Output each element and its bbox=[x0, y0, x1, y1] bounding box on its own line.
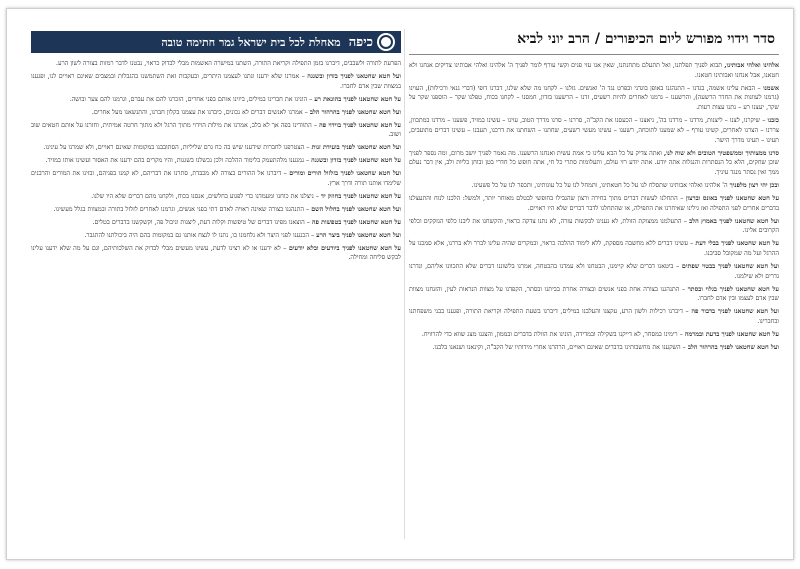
paragraph-heading: ובכן יהי רצון מלפניך bbox=[729, 182, 779, 189]
paragraph bbox=[409, 84, 779, 113]
paragraph-text: ואתה צדיק על כל הבא עלינו כי אמת עשית ואנחנו הרשענו. מה נאמר לפניך יושב מרום, ומה נספר לפניך שוכן שחקים, הלא כל הנסתרות והנגלות אתה יודע. אתה יודע רזי עולם, ותעלומות סתרי כל חי, אתה חופש כל חדרי בטן ובוחן כליות ולב, אין דבר נעלם ממך ואין נסתר מנגד עיניך. bbox=[409, 149, 779, 177]
right-paragraphs bbox=[409, 61, 779, 353]
document-page bbox=[6, 8, 794, 560]
paragraph-text: תבוא לפניך תפלתנו, ואל תתעלם מתחנתנו, שאין אנו עזי פנים וקשי עורף לומר לפניך ה' אלהינו ואלהי אבותינו צדיקים אנחנו ולא חטאנו, אבל אנחנו ואבותינו חטאנו. bbox=[409, 62, 779, 79]
paragraph-text: – ביטאנו דברים שלא קיימנו, הבטחנו ולא עמדנו בהבטחה, אמרנו בלשוננו דברים שלא התכוונו אליהם, ונדרנו נדרים ולא שילמנו. bbox=[409, 263, 779, 280]
paragraph-heading: על חטא שחטאנו לפניך ביודעים ובלא יודעים bbox=[288, 244, 401, 252]
paragraph-heading: על חטא שחטאנו לפניך בטפשות פה bbox=[311, 218, 401, 226]
paragraph bbox=[409, 149, 779, 178]
paragraph bbox=[31, 143, 401, 153]
paragraph bbox=[31, 218, 401, 228]
paragraph-text: – שיקרנו, לצנו – ליצנות, מרדנו – מרדנו בה', ניאצנו – הכעסנו את הקב"ה, סררנו – סרנו מדרך הטוב, עוינו – עשינו במזיד, פשענו – מרדנו במתכוון, צררנו – הצרנו לאחרים, קשינו עורף – לא שמענו לתוכחה, רשענו – עשינו מעשי רשעים, שחתנו – השחתנו את דרכנו, תעבנו – עשינו דברים מתועבים, תעינו – תעינו מדרך הישר. bbox=[409, 117, 779, 144]
paragraph bbox=[31, 72, 401, 92]
paragraph bbox=[409, 343, 779, 353]
paragraph-text: – התעלמנו ממצוקת הזולת, לא נענינו לבקשות עזרה, לא נתנו צדקה כראוי, והקשחנו את ליבנו כלפי הנזקקים וכלפי הקרובים אלינו. bbox=[409, 217, 779, 235]
paragraph-heading: על חטא שחטאנו לפניך בדעת ובמרמה bbox=[684, 331, 779, 339]
paragraph-heading: אלהינו ואלהי אבותינו, bbox=[724, 62, 779, 69]
paragraph-heading: על חטא שחטאנו לפניך בחוזק יד bbox=[320, 192, 401, 200]
paragraph-text: ה' אלהינו ואלהי אבותינו שתסלח לנו על כל חטאתינו, ותמחל לנו על כל עונותינו, ותכפר לנו על כל פשעינו. bbox=[471, 182, 728, 189]
paragraph-heading: ועל חטא שחטאנו לפניך בזלזול הורים ומורים bbox=[289, 170, 401, 178]
paragraph-text: – עשינו דברים ללא מחשבה מספקת, ללא לימוד ההלכה כראוי, ובמקרים שהיה עלינו לברר ולא בררנו, אלא סמכנו על ההרגל ועל מה שמקובל סביבנו. bbox=[409, 240, 779, 258]
paragraph bbox=[409, 181, 779, 191]
paragraph bbox=[409, 116, 779, 145]
paragraph bbox=[31, 121, 401, 141]
paragraph-text: – רימינו במסחר, לא דייקנו בשקילה ובמדידה, הונינו את הזולת בדברים ובממון, והצגנו מצג שווא כדי להרוויח. bbox=[421, 331, 683, 339]
paragraph bbox=[409, 239, 779, 259]
paragraph-text: – התוודינו בפה אך לא בלב, אמרנו את מילות הוידוי מתוך הרגל ולא מתוך חרטה אמיתית, וחזרנו על אותם חטאים שוב ושוב. bbox=[31, 121, 401, 139]
brand-name: כיפה bbox=[348, 35, 373, 50]
paragraph bbox=[31, 231, 401, 241]
paragraph bbox=[31, 156, 401, 166]
paragraph-text: – אמרנו שלא ידענו ונתנו לעצמנו היתרים, ובעקבות זאת השתמשנו בהגבלות ובמצבים שאינם ראויים לנו, ופגענו במצוות שבין אדם לחברו. bbox=[31, 72, 401, 90]
paragraph bbox=[31, 95, 401, 105]
paragraph bbox=[31, 244, 401, 264]
paragraph-text: הפרעת לתורה ולשבבים, דיברנו בזמן התפילה וקריאת התורה, השתנו במישרה האשמות מבלי לבדוק כראוי, נבטנו לדבר רמזות בצורה לשון הרע. bbox=[56, 60, 401, 67]
paragraph-heading: על חטא שחטאנו לפניך בזדון ובשגגה bbox=[311, 157, 401, 165]
paragraph-text: – התחלנו לעשות דברים מתוך בחירה ורצון שהגבילו בחופשי לבטלם מאוחר יותר, ולמשל: הלכנו לנוח והתעצלנו בדברים אחרים לפני התפילה ואז גילינו שאיחרנו את התפילה, או שהתחלנו לדבר דברים שלא היו ראויים. bbox=[409, 194, 779, 212]
paragraph-heading: אשמנו bbox=[763, 84, 779, 92]
paragraph bbox=[409, 262, 779, 282]
paragraph-heading: ועל חטא שחטאנו לפניך בדבור פה bbox=[691, 308, 779, 316]
paragraph-heading: ועל חטא שחטאנו לפניך בחלול השם bbox=[311, 205, 401, 213]
paragraph-text: – התנהגנו בצורה שאינה ראויה לאדם דתי בפני אנשים, וגרמנו לאחרים לזלזל בתורה ובמצוות בגלל מעשינו. bbox=[53, 205, 310, 213]
right-column bbox=[409, 21, 779, 551]
paragraph bbox=[409, 307, 779, 327]
paragraph bbox=[31, 59, 401, 69]
paragraph bbox=[409, 61, 779, 81]
paragraph bbox=[409, 194, 779, 214]
kipa-banner bbox=[31, 31, 401, 53]
paragraph-text: – הצטרפנו לחברות שידענו שיש בה כח גרם שליליות, הסתובבנו במקומות שאינם ראויים, ולא שמרנו על עינינו. bbox=[43, 144, 310, 152]
paragraph-text: – הכנענו לפני היצר ולא נלחמנו בו, נתנו לו לנצח אותנו גם במקומות בהם היה ביכולתנו להתגבר. bbox=[84, 231, 315, 239]
paragraph-heading: ועל חטא שחטאנו לפניך בועידת זנות bbox=[311, 144, 401, 152]
column-divider bbox=[404, 29, 405, 539]
paragraph-heading: ועל חטא שחטאנו לפניך בזדון ובשגגה bbox=[307, 72, 401, 80]
paragraph bbox=[409, 330, 779, 340]
paragraph-heading: על חטא שחטאנו לפניך בוידוי פה bbox=[319, 121, 401, 129]
paragraph-heading: ועל חטא שחטאנו לפניך בהרהור הלב bbox=[687, 344, 779, 351]
paragraph-text: – לא ידענו או לא רצינו לדעת, עשינו מעשים מבלי לבדוק את השלכותיהם, וגם על מה שלא ידענו עלינו לבקש סליחה ומחילה. bbox=[31, 244, 401, 262]
paragraph-heading: ועל חטא שחטאנו לפניך בהרהור הלב bbox=[309, 108, 401, 116]
paragraph-text: – השקענו את מחשבותינו בדברים שאינם ראויים, הרהרנו אחרי מידותיו של הקב"ה, וקינאנו ושנאנו בלבנו. bbox=[432, 344, 686, 351]
paragraph bbox=[409, 285, 779, 305]
paragraph-heading: על חטא שחטאנו לפניך בבלי דעת bbox=[695, 240, 779, 248]
paragraph-text: – ניצלנו את כוחנו ומעמדנו כדי לפגוע בחלשים, אנסנו בכוח, ולקחנו מהם דברים שלא היו שלנו. bbox=[91, 192, 319, 200]
paragraph-text: – נמנענו מלהתעמק בלימוד ההלכה ולכן נכשלנו בשגגות, והיו מקרים בהם ידענו את האסור ועשינו אותו במזיד. bbox=[45, 157, 310, 165]
paragraph-heading: ועל חטא שחטאנו לפניך באמוץ הלב bbox=[689, 217, 779, 225]
paragraph bbox=[31, 192, 401, 202]
paragraph-text: – הונינו את חברינו במילים, ביזינו אותם בפני אחרים, הזכרנו להם את עברם, וגרמנו להם צער ובושה. bbox=[69, 95, 313, 103]
paragraph bbox=[409, 217, 779, 237]
paragraph-heading: ועל חטא שחטאנו לפניך ביצר הרע bbox=[316, 231, 401, 239]
page-title: סדר וידוי מפורש ליום הכיפורים / הרב יוני לביא bbox=[409, 21, 779, 55]
kipa-logo-icon bbox=[379, 35, 393, 49]
paragraph-heading: על חטא שחטאנו לפניך בהונאת רע bbox=[314, 95, 401, 103]
left-paragraphs bbox=[31, 59, 401, 263]
paragraph bbox=[31, 108, 401, 118]
paragraph-text: – הוצאנו מפינו דברים של טיפשות וקלות דעת, ליצנות וניבול פה, וקשקשנו בדברים בטלים. bbox=[92, 218, 310, 226]
paragraph-text: – דיברנו אל ההורים בצורה לא מכבדת, סתרנו את דבריהם, לא קמנו בפניהם, ובזינו את המורים והרבנים שלימדו אותנו תורה ודרך ארץ. bbox=[31, 170, 401, 187]
paragraph-heading: ועל חטא שחטאנו לפניך בבטוי שפתים bbox=[681, 263, 779, 270]
paragraph-text: – הבאת עלינו אשמה, בגדנו – התנהגנו באופן בוגדני ובפרט נגד ה' ואנשים. גזלנו – לקחנו מה שלא שלנו, דברנו דופי (דברי גנאי ורכילות), העוינו (גרמנו לעוונות את החדר הרשעה), והרשענו – גרמנו לאחרים להיות רשעים, זדנו – הרשענו בזדון, חמסנו – לקחנו בכוח, טפלנו שקר – הוספנו שקר על שקר, יעצנו רע – נתנו עצות רעות. bbox=[409, 84, 779, 112]
paragraph bbox=[31, 205, 401, 215]
paragraph-heading: על חטא שחטאנו לפניך בגלוי ובסתר bbox=[687, 285, 779, 293]
paragraph-heading: סרנו ממצותיך וממשפטיך הטובים ולא שוה לנו, bbox=[663, 149, 779, 157]
paragraph bbox=[31, 169, 401, 189]
paragraph-heading: על חטא שחטאנו לפניך באונס וברצון bbox=[685, 194, 779, 202]
paragraph-text: – התנהגנו בצורה אחת בפני אנשים ובצורה אחרת בביתנו ובסתר, הקפדנו על מצוות הנראות לעין, והזנחנו מצוות שבין אדם לעצמו ובין אדם לחברו. bbox=[409, 285, 779, 303]
paragraph-text: – אמרנו לאנשים דברים לא נכונים, כיבדנו את עצמנו בקלון חברנו, והתנשאנו מעל אחרים. bbox=[91, 108, 308, 116]
paragraph-text: – דיברנו רכילות ולשון הרע, עקצנו והעלבנו במילים, דיברנו בשעת התפילה וקריאת התורה, ופגענו בבני משפחתנו ובחברינו. bbox=[409, 308, 779, 326]
paragraph-heading: כזבנו bbox=[767, 117, 779, 125]
left-column bbox=[31, 21, 401, 551]
banner-slogan: מאחלת לכל בית ישראל גמר חתימה טובה bbox=[161, 35, 341, 49]
